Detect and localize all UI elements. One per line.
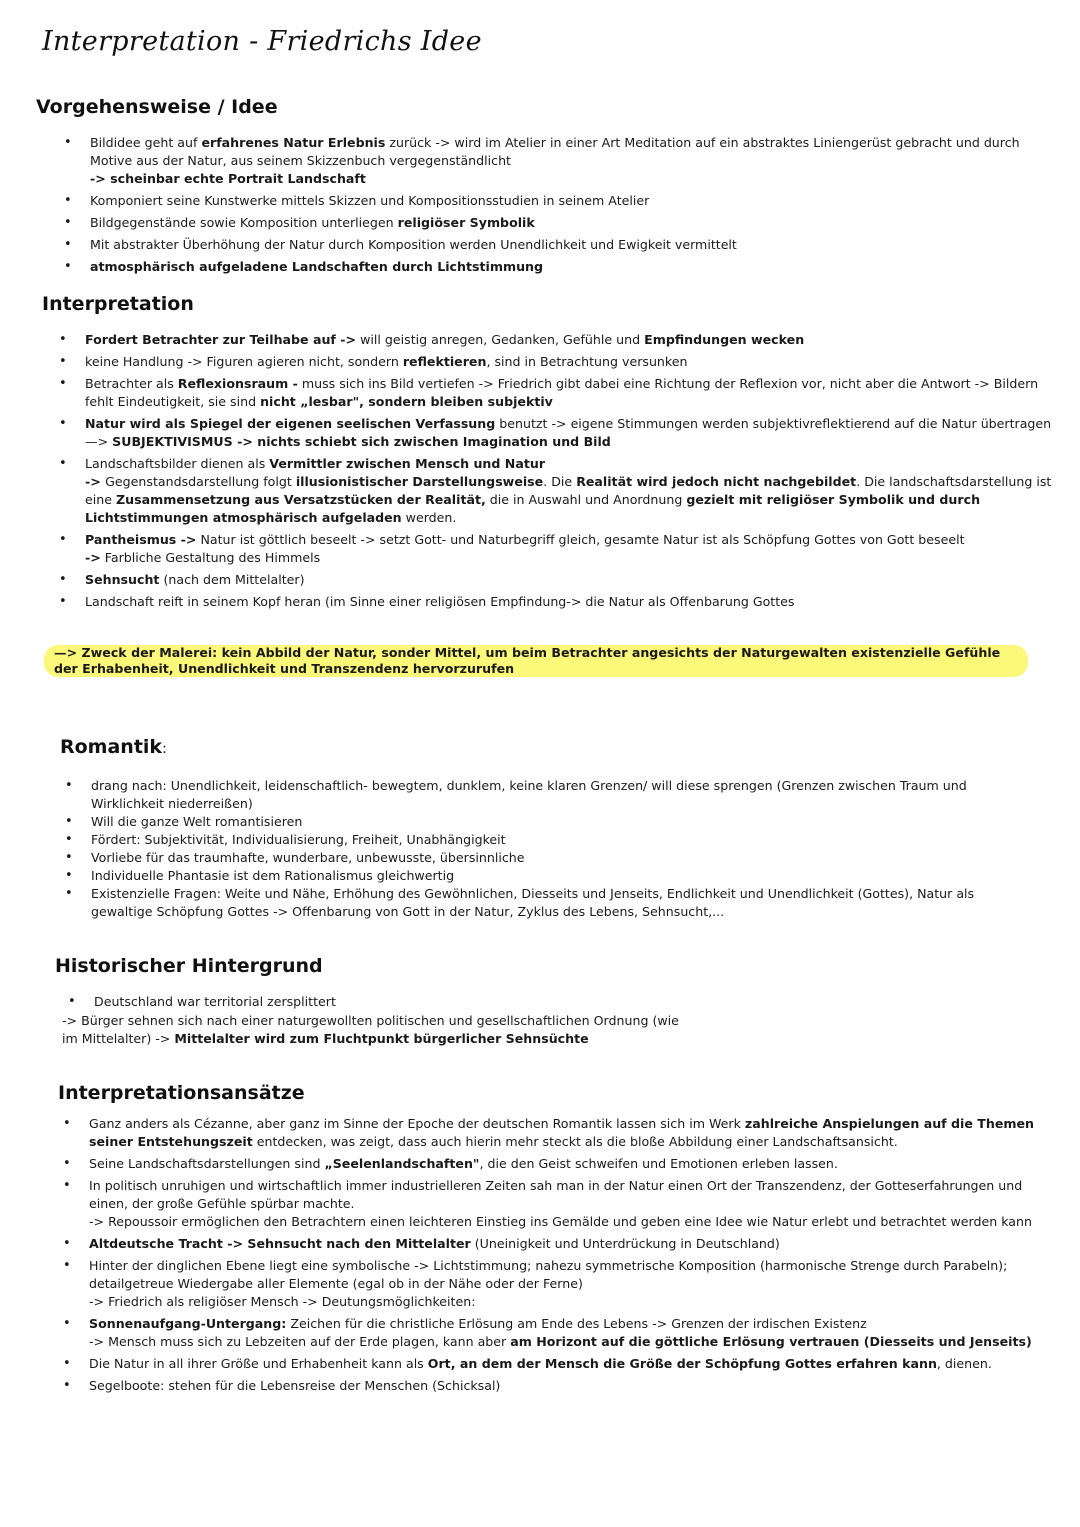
list-item: • Fordert Betrachter zur Teilhabe auf -> will geistig anregen, Gedanken, Gefühle und Empfindungen wecken [85, 331, 1067, 349]
list-item: • keine Handlung -> Figuren agieren nicht, sondern reflektieren, sind in Betrachtung versunken [85, 353, 1067, 371]
list-item: • In politisch unruhigen und wirtschaftlich immer industrielleren Zeiten sah man in der Natur einen Ort der Transzendenz, der Gotteserfahrungen und einen, der große Gefühle spürbar machte. -> Repoussoir ermöglichen den Betrachtern einen leichteren Einstieg ins Gemälde und geben eine Idee wie Natur erlebt und betrachtet werden kann [89, 1177, 1064, 1231]
list-item: • Bildidee geht auf erfahrenes Natur Erlebnis zurück -> wird im Atelier in einer Art Meditation auf ein abstraktes Liniengerüst gebracht und durch Motive aus der Natur, aus seinem Skizzenbuch vergegenständlicht -> scheinbar echte Portrait Landschaft [90, 134, 1062, 188]
list-item: • Vorliebe für das traumhafte, wunderbare, unbewusste, übersinnliche [91, 849, 1011, 867]
list-item: • Fördert: Subjektivität, Individualisierung, Freiheit, Unabhängigkeit [91, 831, 1011, 849]
list-item: • Altdeutsche Tracht -> Sehnsucht nach den Mittelalter (Uneinigkeit und Unterdrückung in Deutschland) [89, 1235, 1064, 1253]
list-item: • Segelboote: stehen für die Lebensreise der Menschen (Schicksal) [89, 1377, 1064, 1395]
list-item: • Komponiert seine Kunstwerke mittels Skizzen und Kompositionsstudien in seinem Atelier [90, 192, 1062, 210]
list-interpretationsansaetze [89, 1115, 1064, 1399]
list-item: • Bildgegenstände sowie Komposition unterliegen religiöser Symbolik [90, 214, 1062, 232]
list-item: • Mit abstrakter Überhöhung der Natur durch Komposition werden Unendlichkeit und Ewigkeit vermittelt [90, 236, 1062, 254]
list-item: • Landschaftsbilder dienen als Vermittler zwischen Mensch und Natur -> Gegenstandsdarstellung folgt illusionistischer Darstellungsweise. Die Realität wird jedoch nicht nachgebildet. Die landschaftsdarstellung ist eine Zusammensetzung aus Versatzstücken der Realität, die in Auswahl und Anordnung gezielt mit religiöser Symbolik und durch Lichtstimmungen atmosphärisch aufgeladen werden. [85, 455, 1067, 527]
list-item: • Ganz anders als Cézanne, aber ganz im Sinne der Epoche der deutschen Romantik lassen sich im Werk zahlreiche Anspielungen auf die Themen seiner Entstehungszeit entdecken, was zeigt, dass auch hierin mehr steckt als die bloße Abbildung einer Landschaftsansicht. [89, 1115, 1064, 1151]
list-vorgehensweise [90, 134, 1062, 280]
heading-vorgehensweise: Vorgehensweise / Idee [36, 96, 278, 118]
list-item: • Hinter der dinglichen Ebene liegt eine symbolische -> Lichtstimmung; nahezu symmetrische Komposition (harmonische Strenge durch Parabeln); detailgetreue Wiedergabe aller Elemente (egal ob in der Nähe oder der Ferne) -> Friedrich als religiöser Mensch -> Deutungsmöglichkeiten: [89, 1257, 1064, 1311]
heading-romantik: Romantik: [60, 736, 167, 758]
list-item: • Pantheismus -> Natur ist göttlich beseelt -> setzt Gott- und Naturbegriff gleich, gesamte Natur ist als Schöpfung Gottes von Gott beseelt -> Farbliche Gestaltung des Himmels [85, 531, 1067, 567]
list-item: • Betrachter als Reflexionsraum - muss sich ins Bild vertiefen -> Friedrich gibt dabei eine Richtung der Reflexion vor, nicht aber die Antwort -> Bildern fehlt Eindeutigkeit, sie sind nicht „lesbar", sondern bleiben subjektiv [85, 375, 1067, 411]
heading-interpretation: Interpretation [42, 293, 194, 315]
list-item: • Natur wird als Spiegel der eigenen seelischen Verfassung benutzt -> eigene Stimmungen werden subjektivreflektierend auf die Natur übertragen —> SUBJEKTIVISMUS -> nichts schiebt sich zwischen Imagination und Bild [85, 415, 1067, 451]
list-item: • Will die ganze Welt romantisieren [91, 813, 1011, 831]
page-title: Interpretation - Friedrichs Idee [42, 26, 482, 57]
list-item: • Existenzielle Fragen: Weite und Nähe, Erhöhung des Gewöhnlichen, Diesseits und Jenseits, Endlichkeit und Unendlichkeit (Gottes), Natur als gewaltige Schöpfung Gottes -> Offenbarung von Gott in der Natur, Zyklus des Lebens, Sehnsucht,... [91, 885, 1011, 921]
list-item: • Sehnsucht (nach dem Mittelalter) [85, 571, 1067, 589]
list-item: • drang nach: Unendlichkeit, leidenschaftlich- bewegtem, dunklem, keine klaren Grenzen/ will diese sprengen (Grenzen zwischen Traum und Wirklichkeit niederreißen) [91, 777, 1011, 813]
heading-historischer-hintergrund: Historischer Hintergrund [55, 955, 323, 977]
list-item: • Deutschland war territorial zersplittert [94, 993, 994, 1011]
historisch-text: -> Bürger sehnen sich nach einer naturgewollten politischen und gesellschaftlichen Ordnung (wie im Mittelalter) -> Mittelalter wird zum Fluchtpunkt bürgerlicher Sehnsüchte [62, 1013, 679, 1046]
list-item: • Individuelle Phantasie ist dem Rationalismus gleichwertig [91, 867, 1011, 885]
list-item: • Die Natur in all ihrer Größe und Erhabenheit kann als Ort, an dem der Mensch die Größe der Schöpfung Gottes erfahren kann, dienen. [89, 1355, 1064, 1373]
list-item: • atmosphärisch aufgeladene Landschaften durch Lichtstimmung [90, 258, 1062, 276]
list-item: • Seine Landschaftsdarstellungen sind „Seelenlandschaften", die den Geist schweifen und Emotionen erleben lassen. [89, 1155, 1064, 1173]
highlight-conclusion: —> Zweck der Malerei: kein Abbild der Natur, sonder Mittel, um beim Betrachter angesichts der Naturgewalten existenzielle Gefühle der Erhabenheit, Unendlichkeit und Transzendenz hervorzurufen [54, 645, 1001, 676]
list-romantik [91, 777, 1011, 921]
heading-interpretationsansaetze: Interpretationsansätze [58, 1082, 305, 1104]
list-item: • Sonnenaufgang-Untergang: Zeichen für die christliche Erlösung am Ende des Lebens -> Grenzen der irdischen Existenz -> Mensch muss sich zu Lebzeiten auf der Erde plagen, kann aber am Horizont auf die göttliche Erlösung vertrauen (Diesseits und Jenseits) [89, 1315, 1064, 1351]
list-interpretation [85, 331, 1067, 615]
list-item: • Landschaft reift in seinem Kopf heran (im Sinne einer religiösen Empfindung-> die Natur als Offenbarung Gottes [85, 593, 1067, 611]
